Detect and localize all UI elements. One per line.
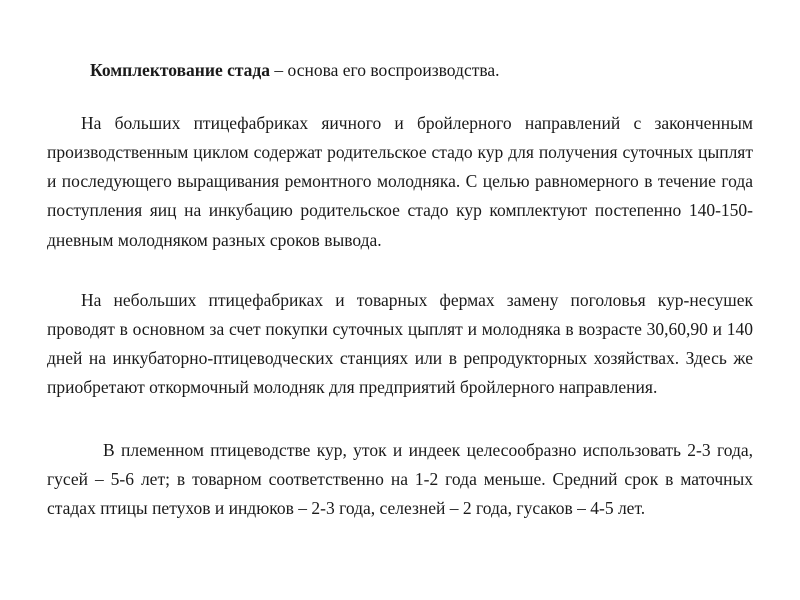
paragraph-breeding-terms: В племенном птицеводстве кур, уток и индеек целесообразно использовать 2-3 года, гусей – 5-6 лет; в товарном соответственно на 1-2 года меньше. Средний срок в маточных стадах птицы петухов и индюков – 2-3 года, селезней – 2 года, гусаков – 4-5 лет. [47,439,753,519]
paragraph-small-farms: На небольших птицефабриках и товарных фермах замену поголовья кур-несушек проводят в основном за счет покупки суточных цыплят и молодняка в возрасте 30,60,90 и 140 дней на инкубаторно-птицеводческих станциях или в репродукторных хозяйствах. Здесь же приобретают откормочный молодняк для предприятий бройлерного направления. [47,289,753,398]
slide-title [90,58,500,82]
paragraph-large-farms: На больших птицефабриках яичного и бройлерного направлений с законченным производственным циклом содержат родительское стадо кур для получения суточных цыплят и последующего выращивания ремонтного молодняка. С целью равномерного в течение года поступления яиц на инкубацию родительское стадо кур комплектуют постепенно 140-150-дневным молодняком разных сроков вывода. [47,112,753,250]
title-bold: Комплектование стада [90,60,271,80]
title-rest: – основа его воспроизводства. [270,60,500,80]
